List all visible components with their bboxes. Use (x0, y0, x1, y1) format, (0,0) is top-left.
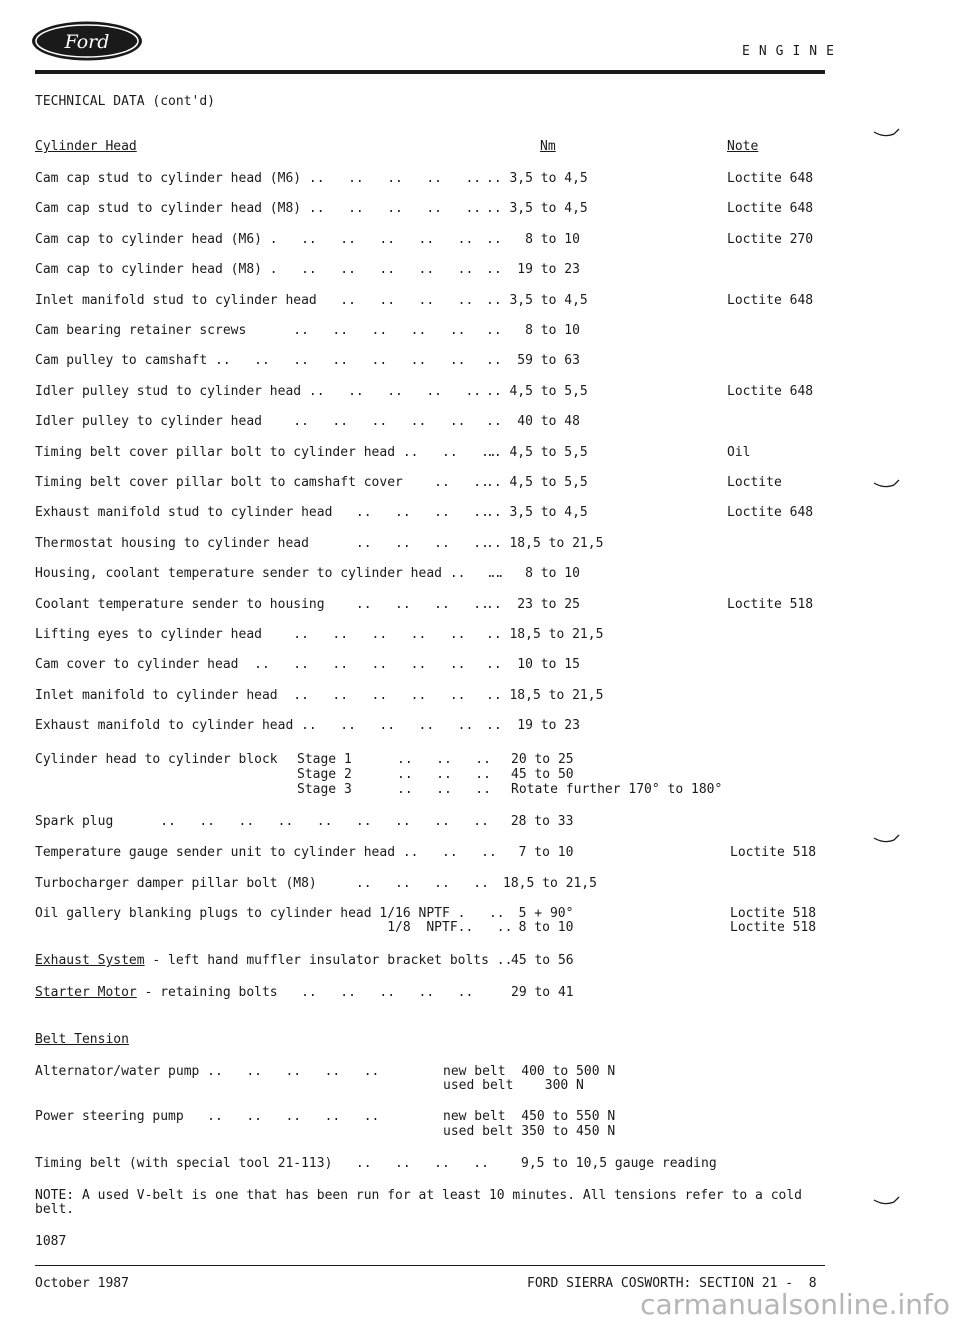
reference-code: 1087 (35, 1234, 67, 1249)
torque-row-value: 7 to 10 (503, 845, 574, 860)
torque-row-label: Spark plug .. .. .. .. .. .. .. .. .. (35, 814, 489, 829)
torque-row-label: Timing belt cover pillar bolt to camshaft cover .. .. (35, 475, 489, 490)
stage-name: Stage 1 (297, 752, 352, 767)
power-steering-label: Power steering pump .. .. .. .. .. (35, 1109, 380, 1124)
timing-belt-label: Timing belt (with special tool 21-113) .. .. .. .. (35, 1156, 489, 1171)
torque-row-value: .. 3,5 to 4,5 (486, 201, 588, 217)
power-steering-used: used belt 350 to 450 N (443, 1124, 616, 1139)
stage-dots: .. .. .. (397, 752, 491, 767)
note-heading: Note (727, 139, 759, 154)
torque-row-value: .. 18,5 to 21,5 (486, 627, 604, 642)
exhaust-value: 45 to 56 (511, 953, 574, 968)
torque-row-note: Loctite 518 (727, 596, 814, 612)
torque-row-label: Thermostat housing to cylinder head .. .. .. .. (35, 535, 489, 551)
margin-check-mark (872, 479, 902, 491)
note-line-1: NOTE: A used V-belt is one that has been run for at least 10 minutes. All tensions refer to a cold (35, 1188, 803, 1203)
torque-row-value: 18,5 to 21,5 (503, 876, 597, 891)
torque-row-label: Exhaust manifold stud to cylinder head .. .. .. .. (35, 505, 489, 521)
torque-row-value: .. 8 to 10 (486, 231, 580, 247)
alternator-label: Alternator/water pump .. .. .. .. .. (35, 1064, 380, 1079)
top-rule (35, 70, 825, 74)
torque-row-label: Exhaust manifold to cylinder head .. .. .. .. .. (35, 718, 474, 734)
stage-name: Stage 2 (297, 767, 352, 782)
torque-row-label: Inlet manifold to cylinder head .. .. .. .. .. (35, 687, 466, 703)
torque-row-value: .. 8 to 10 (486, 566, 580, 582)
ford-logo (30, 20, 144, 62)
torque-row-value: .. 8 to 10 (486, 323, 580, 338)
starter-label: - retaining bolts .. .. .. .. .. (136, 985, 474, 1000)
torque-row-label: Cam cover to cylinder head .. .. .. .. .. .. (35, 657, 466, 673)
oil-plug-note-2: Loctite 518 (730, 920, 817, 935)
torque-row-value: .. 4,5 to 5,5 (486, 444, 588, 460)
torque-row-note: Loctite 648 (727, 201, 814, 217)
torque-row-label: Idler pulley to cylinder head .. .. .. .. .. (35, 414, 466, 430)
note-line-2: belt. (35, 1202, 75, 1217)
margin-check-mark (872, 834, 902, 846)
torque-row-value: .. 23 to 25 (486, 596, 580, 612)
starter-value: 29 to 41 (511, 985, 574, 1000)
alternator-used: used belt 300 N (443, 1078, 584, 1093)
nm-heading: Nm (540, 139, 556, 154)
torque-row-note: Oil (727, 444, 751, 460)
torque-row-note: Loctite 648 (727, 383, 814, 399)
torque-row-value: .. 59 to 63 (486, 353, 580, 369)
torque-row-value: .. 19 to 23 (486, 718, 580, 734)
torque-row-value: .. 3,5 to 4,5 (486, 171, 588, 186)
stage-dots: .. .. .. (397, 767, 491, 782)
torque-row-value: .. 4,5 to 5,5 (486, 383, 588, 399)
torque-row-value: .. 4,5 to 5,5 (486, 475, 588, 490)
oil-plug-label-2: 1/8 NPTF.. .. (35, 920, 513, 935)
torque-row-label: Housing, coolant temperature sender to cylinder head .. .. (35, 566, 505, 582)
torque-row-label: Temperature gauge sender unit to cylinder head .. .. .. (35, 845, 497, 860)
timing-belt-value: 9,5 to 10,5 gauge reading (521, 1156, 717, 1171)
torque-row-label: Cam bearing retainer screws .. .. .. .. .. (35, 323, 466, 338)
oil-plug-label-1: Oil gallery blanking plugs to cylinder head 1/16 NPTF . .. (35, 906, 505, 921)
logo-text: Ford (64, 31, 110, 53)
torque-row-note: Loctite 270 (727, 231, 814, 247)
torque-row-value: .. 18,5 to 21,5 (486, 535, 604, 551)
torque-row-value: .. 10 to 15 (486, 657, 580, 673)
footer-section: FORD SIERRA COSWORTH: SECTION 21 - 8 (527, 1276, 817, 1291)
torque-row-note: Loctite 518 (730, 845, 817, 860)
bottom-rule (35, 1265, 825, 1266)
torque-row-label: Cam cap stud to cylinder head (M8) .. .. .. .. .. (35, 201, 482, 217)
torque-row-value: .. 3,5 to 4,5 (486, 505, 588, 521)
stage-value: Rotate further 170° to 180° (511, 782, 723, 797)
alternator-new: new belt 400 to 500 N (443, 1064, 616, 1079)
torque-row-note: Loctite 648 (727, 171, 814, 186)
cylinder-head-heading: Cylinder Head (35, 139, 137, 154)
oil-plug-value-2: 8 to 10 (503, 920, 574, 935)
torque-row-label: Cam cap to cylinder head (M8) . .. .. .. .. .. (35, 262, 474, 278)
section-title: ENGINE (742, 44, 843, 59)
exhaust-heading: Exhaust System (35, 953, 145, 968)
torque-row-label: Coolant temperature sender to housing .. .. .. .. (35, 596, 489, 612)
stage-row-label: Cylinder head to cylinder block (35, 752, 278, 767)
stage-name: Stage 3 (297, 782, 352, 797)
torque-row-note: Loctite 648 (727, 505, 814, 521)
margin-check-mark (872, 1196, 902, 1208)
oil-plug-value-1: 5 + 90° (503, 906, 574, 921)
doc-title: TECHNICAL DATA (cont'd) (35, 94, 216, 109)
torque-row-label: Timing belt cover pillar bolt to cylinder head .. .. .. (35, 444, 497, 460)
torque-row-label: Cam pulley to camshaft .. .. .. .. .. .. .. (35, 353, 466, 369)
footer-date: October 1987 (35, 1276, 129, 1291)
stage-value: 20 to 25 (511, 752, 574, 767)
torque-row-label: Turbocharger damper pillar bolt (M8) .. .. .. .. (35, 876, 489, 891)
starter-heading: Starter Motor (35, 985, 137, 1000)
starter-row (35, 985, 473, 1000)
torque-row-value: .. 18,5 to 21,5 (486, 687, 604, 703)
power-steering-new: new belt 450 to 550 N (443, 1109, 616, 1124)
torque-row-value: .. 3,5 to 4,5 (486, 292, 588, 308)
torque-row-label: Lifting eyes to cylinder head .. .. .. .. .. (35, 627, 466, 642)
torque-row-label: Inlet manifold stud to cylinder head .. .. .. .. (35, 292, 474, 308)
torque-row-value: .. 19 to 23 (486, 262, 580, 278)
torque-row-note: Loctite 648 (727, 292, 814, 308)
torque-row-note: Loctite (727, 475, 782, 490)
belt-heading: Belt Tension (35, 1032, 129, 1047)
watermark: carmanualsonline.info (640, 1288, 950, 1321)
torque-row-label: Idler pulley stud to cylinder head .. .. .. .. .. (35, 383, 482, 399)
stage-value: 45 to 50 (511, 767, 574, 782)
exhaust-row (35, 953, 512, 968)
stage-dots: .. .. .. (397, 782, 491, 797)
torque-row-label: Cam cap to cylinder head (M6) . .. .. .. .. .. (35, 231, 474, 247)
torque-row-label: Cam cap stud to cylinder head (M6) .. .. .. .. .. (35, 171, 482, 186)
torque-row-value: .. 40 to 48 (486, 414, 580, 430)
exhaust-label: - left hand muffler insulator bracket bolts .. (144, 953, 513, 968)
oil-plug-note-1: Loctite 518 (730, 906, 817, 921)
torque-row-value: 28 to 33 (503, 814, 574, 829)
margin-check-mark (872, 128, 902, 140)
